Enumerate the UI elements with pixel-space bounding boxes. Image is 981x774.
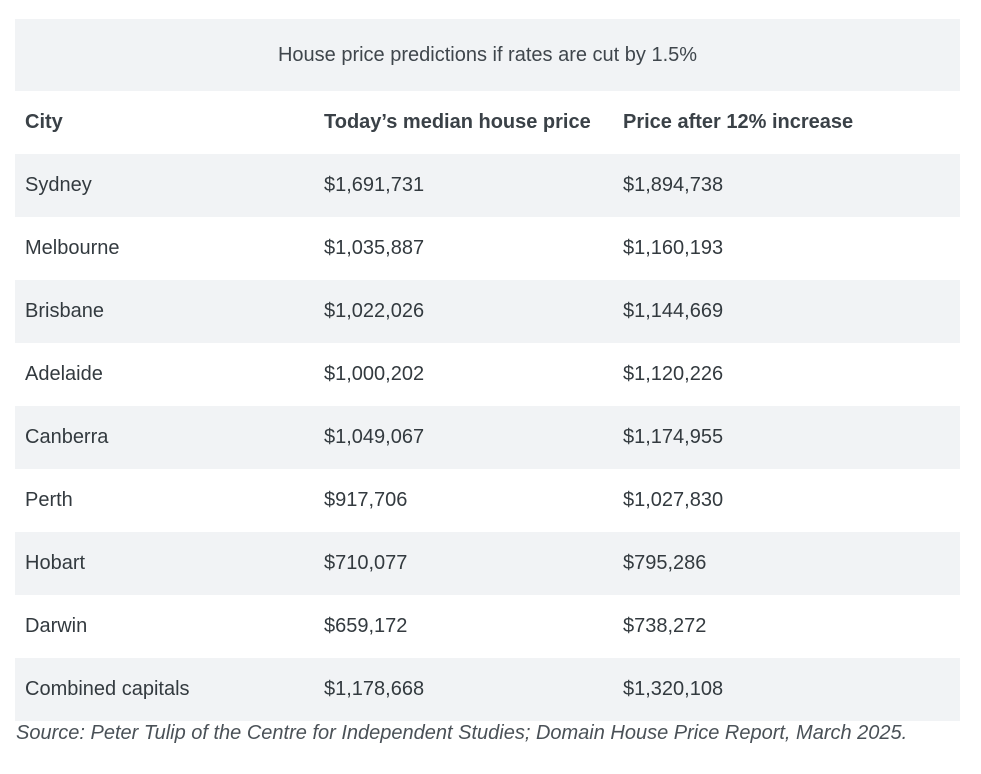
city-cell: Sydney	[25, 174, 92, 196]
header-median-price: Today’s median house price	[324, 111, 591, 133]
city-cell: Melbourne	[25, 237, 120, 259]
city-cell: Canberra	[25, 426, 109, 448]
table-row	[15, 469, 960, 532]
price-after-increase-cell: $1,160,193	[623, 237, 724, 259]
price-after-increase-cell: $1,894,738	[623, 174, 724, 196]
city-cell: Darwin	[25, 615, 88, 637]
median-price-cell: $1,035,887	[324, 237, 425, 259]
median-price-cell: $1,049,067	[324, 426, 425, 448]
median-price-cell: $1,022,026	[324, 300, 425, 322]
source-note: Source: Peter Tulip of the Centre for Independent Studies; Domain House Price Report, March 2025.	[16, 722, 908, 744]
table-row	[15, 532, 960, 595]
city-cell: Combined capitals	[25, 678, 190, 700]
price-after-increase-cell: $1,144,669	[623, 300, 724, 322]
median-price-cell: $710,077	[324, 552, 408, 574]
table-header-row	[15, 91, 960, 154]
table-row	[15, 406, 960, 469]
table-row	[15, 658, 960, 721]
city-cell: Adelaide	[25, 363, 103, 385]
city-cell: Perth	[25, 489, 73, 511]
table-row	[15, 154, 960, 217]
table-caption: House price predictions if rates are cut by 1.5%	[15, 19, 960, 91]
price-after-increase-cell: $1,027,830	[623, 489, 724, 511]
median-price-cell: $1,691,731	[324, 174, 425, 196]
table-row	[15, 343, 960, 406]
city-cell: Brisbane	[25, 300, 104, 322]
median-price-cell: $1,178,668	[324, 678, 425, 700]
median-price-cell: $917,706	[324, 489, 408, 511]
table-row	[15, 280, 960, 343]
median-price-cell: $659,172	[324, 615, 408, 637]
city-cell: Hobart	[25, 552, 86, 574]
header-price-after-increase: Price after 12% increase	[623, 111, 854, 133]
price-after-increase-cell: $738,272	[623, 615, 707, 637]
table-row	[15, 595, 960, 658]
price-after-increase-cell: $795,286	[623, 552, 707, 574]
table-row	[15, 217, 960, 280]
price-after-increase-cell: $1,174,955	[623, 426, 724, 448]
price-table	[15, 19, 960, 721]
header-city: City	[25, 111, 63, 133]
median-price-cell: $1,000,202	[324, 363, 425, 385]
price-after-increase-cell: $1,120,226	[623, 363, 724, 385]
price-after-increase-cell: $1,320,108	[623, 678, 724, 700]
